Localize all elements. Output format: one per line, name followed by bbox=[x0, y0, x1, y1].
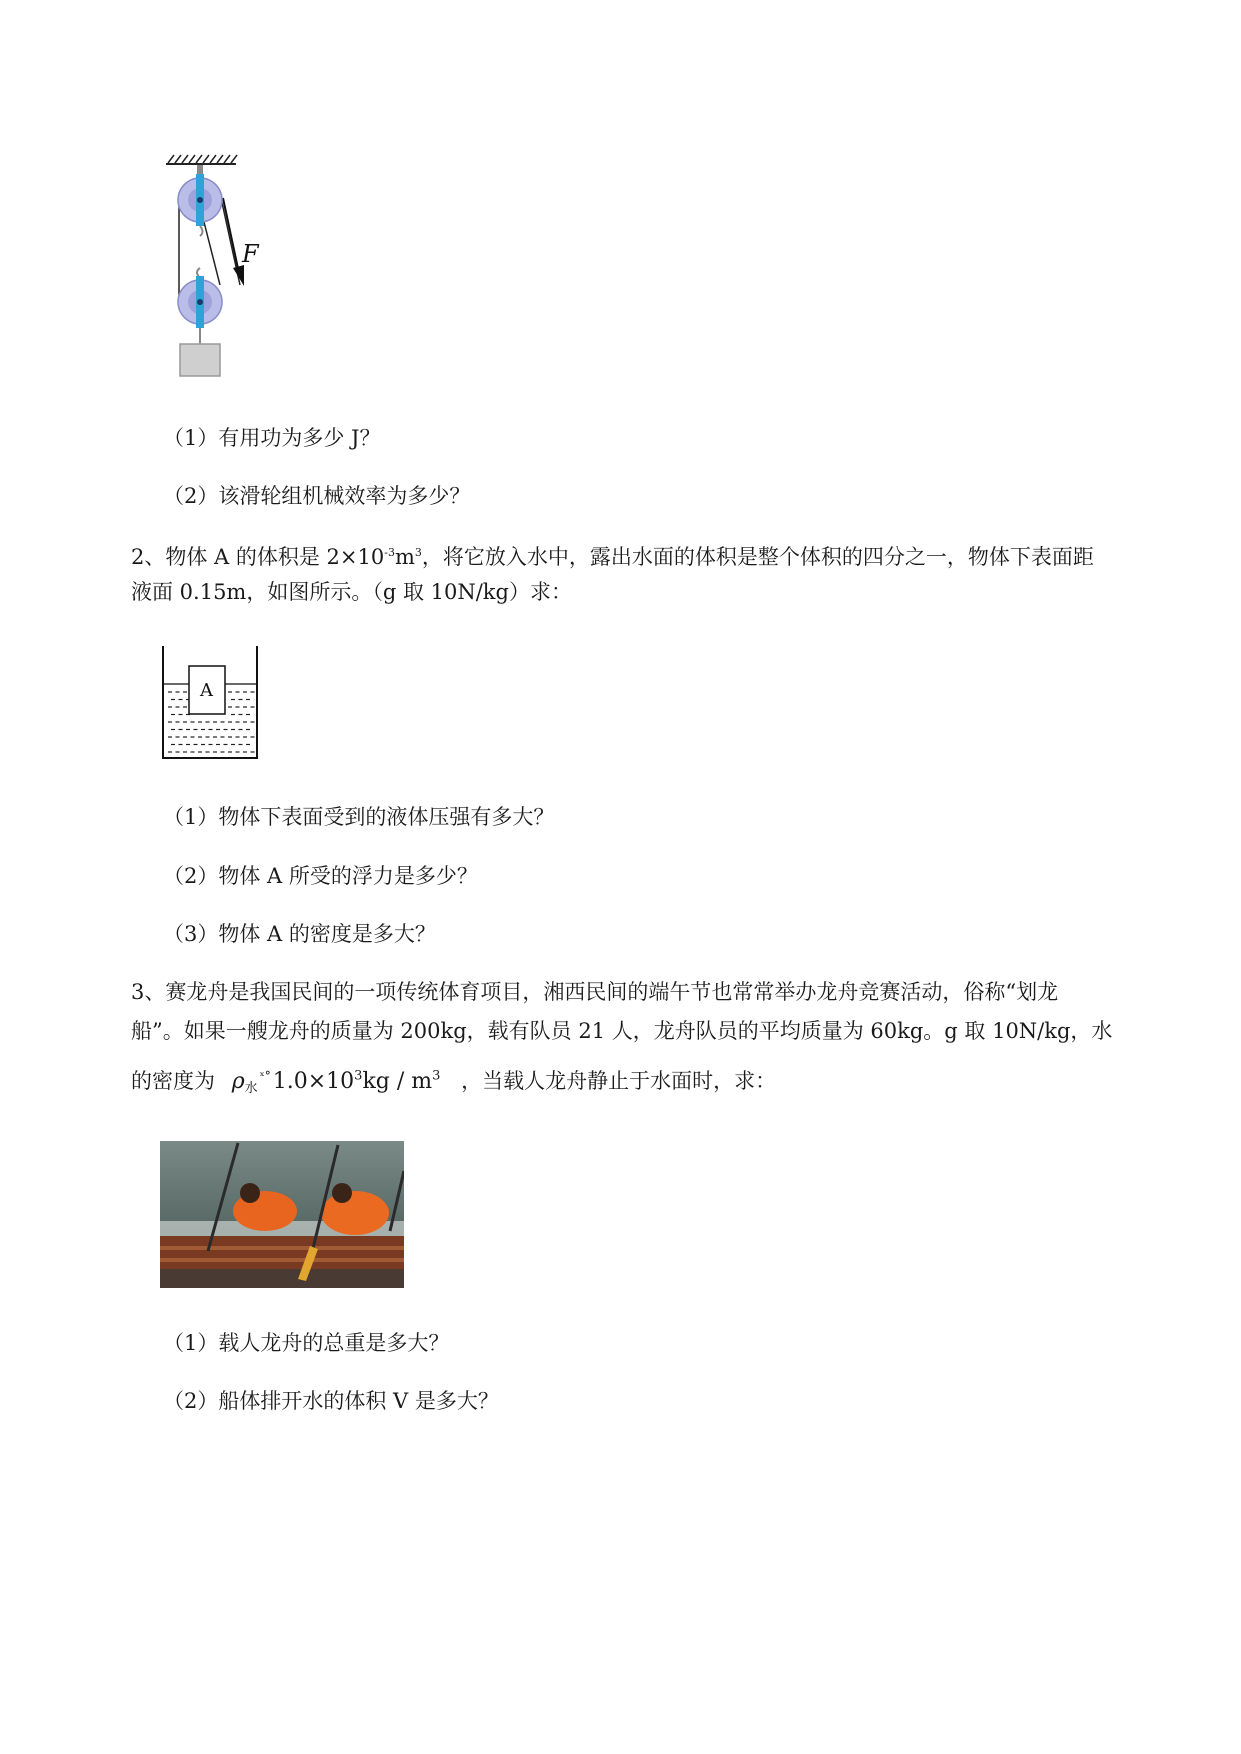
q2-line1-unit-exponent: 3 bbox=[414, 546, 422, 559]
rho-symbol: ρ bbox=[231, 1069, 245, 1094]
force-arrow bbox=[223, 198, 240, 278]
top-hook-icon bbox=[200, 226, 203, 236]
q2-text-line2: 液面 0.15m，如图所示。（g 取 10N/kg）求： bbox=[131, 580, 572, 604]
paddler-1-head bbox=[240, 1183, 260, 1203]
q3-text-line1: 3、赛龙舟是我国民间的一项传统体育项目，湘西民间的端午节也常常举办龙舟竞赛活动，俗称“划龙 bbox=[131, 980, 1059, 1004]
top-pulley-axle bbox=[197, 197, 203, 203]
rho-subscript: 水 bbox=[244, 1081, 258, 1096]
q2-text-line1 bbox=[131, 538, 1094, 572]
dragon-boat-photo bbox=[160, 1141, 404, 1288]
density-formula bbox=[232, 1069, 441, 1094]
q2-sub2: （2）物体 A 所受的浮力是多少？ bbox=[163, 864, 478, 888]
corrupted-equals-glyph: ˣ° bbox=[259, 1069, 271, 1083]
q2-line1-unit: m bbox=[394, 545, 415, 569]
force-arrowhead bbox=[233, 265, 244, 286]
bottom-pulley-axle bbox=[197, 299, 203, 305]
formula-exponent: 3 bbox=[354, 1068, 363, 1084]
q3-sub2: （2）船体排开水的体积 V 是多大？ bbox=[163, 1389, 499, 1413]
force-label: F bbox=[242, 240, 259, 268]
paddler-2 bbox=[321, 1191, 389, 1235]
q2-line1-end: ，将它放入水中，露出水面的体积是整个体积的四分之一，物体下表面距 bbox=[421, 545, 1094, 569]
pulley-system-figure bbox=[160, 150, 280, 380]
q3-line3-end: ，当载人龙舟静止于水面时，求： bbox=[461, 1069, 777, 1093]
q3-sub1: （1）载人龙舟的总重是多大？ bbox=[163, 1331, 450, 1355]
formula-unit-exponent: 3 bbox=[432, 1068, 441, 1084]
lower-water bbox=[160, 1269, 404, 1288]
q2-sub3: （3）物体 A 的密度是多大？ bbox=[163, 922, 436, 946]
q1-sub2: （2）该滑轮组机械效率为多少？ bbox=[163, 484, 471, 508]
rope-middle bbox=[204, 222, 220, 285]
q3-text-line3 bbox=[131, 1061, 776, 1104]
q2-line1-start: 2、物体 A 的体积是 2×10 bbox=[131, 545, 385, 569]
q3-line3-start: 的密度为 bbox=[131, 1069, 215, 1093]
q2-line1-exponent: -3 bbox=[384, 546, 395, 559]
container-block-figure bbox=[160, 644, 264, 762]
formula-unit: kg / m bbox=[362, 1069, 433, 1094]
weight-block bbox=[180, 344, 220, 376]
q1-sub1: （1）有用功为多少 J？ bbox=[163, 426, 381, 450]
ceiling-hatch bbox=[168, 155, 237, 163]
q3-text-line2: 船”。如果一艘龙舟的质量为 200kg，载有队员 21 人，龙舟队员的平均质量为 60kg。g 取 10N/kg，水 bbox=[131, 1019, 1113, 1043]
paddler-2-head bbox=[332, 1183, 352, 1203]
formula-value: 1.0×10 bbox=[272, 1069, 355, 1094]
block-a-label: A bbox=[200, 680, 213, 701]
q2-sub1: （1）物体下表面受到的液体压强有多大？ bbox=[163, 805, 555, 829]
